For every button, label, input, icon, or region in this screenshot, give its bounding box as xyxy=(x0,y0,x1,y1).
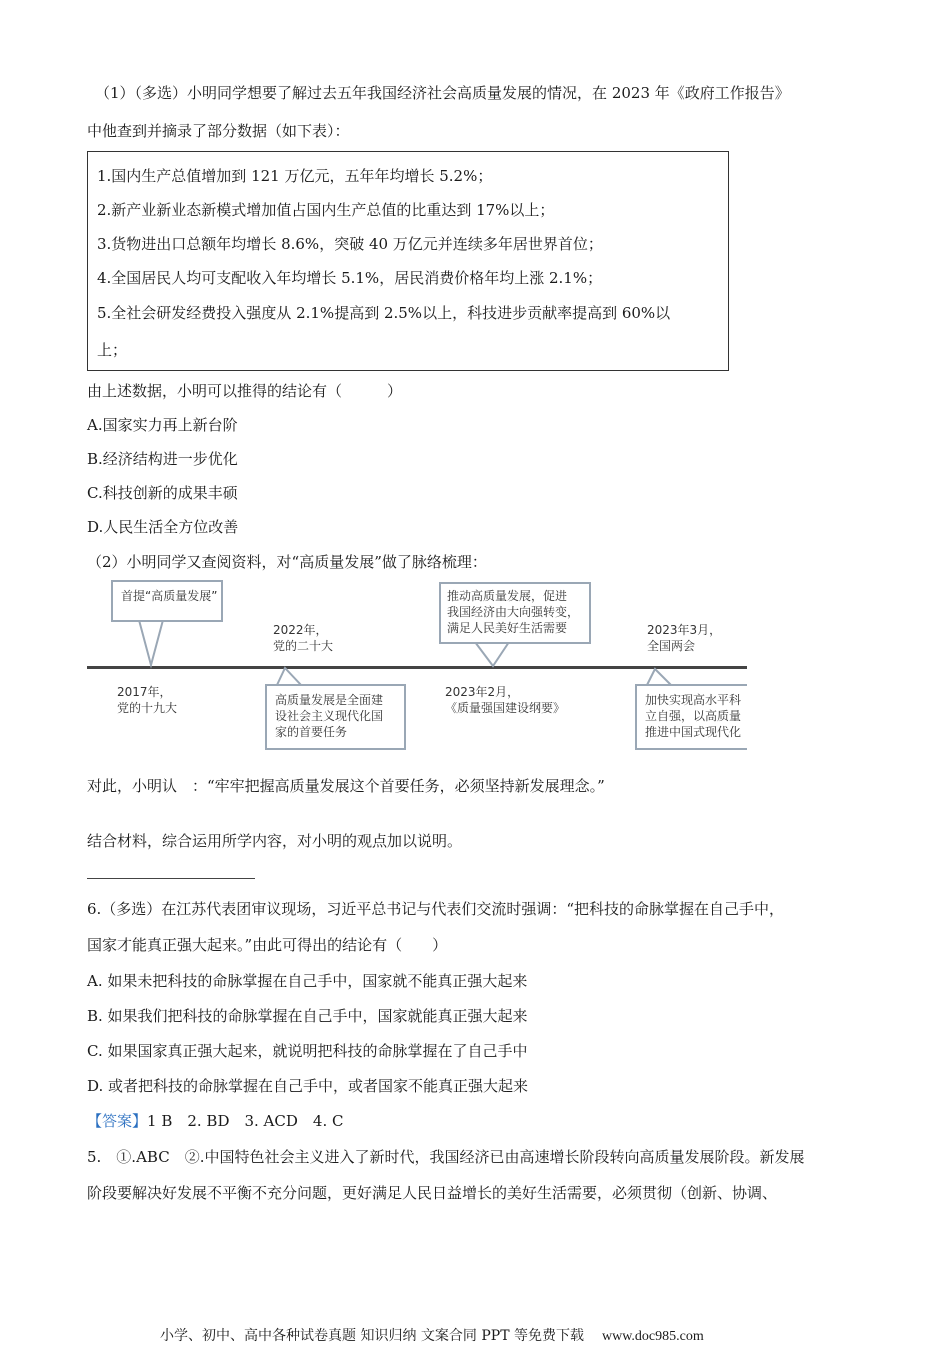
box-text: 立自强，以高质量 xyxy=(645,709,742,723)
data-item: 3.货物进出口总额年均增长 8.6%，突破 40 万亿元并连续多年居世界首位； xyxy=(97,235,603,253)
box-text: 设社会主义现代化国 xyxy=(275,709,384,723)
timeline-label-2017 xyxy=(117,684,177,716)
timeline-box-tech-self-reliance xyxy=(635,684,747,750)
answer-text: 1 B 2. BD 3. ACD 4. C xyxy=(147,1112,344,1130)
box-text: 首提“高质量发展” xyxy=(121,589,218,603)
label-text: 《质量强国建设纲要》 xyxy=(445,701,566,715)
timeline-box-promote xyxy=(439,582,591,644)
option-a: A.国家实力再上新台阶 xyxy=(87,416,238,434)
data-item: 5.全社会研发经费投入强度从 2.1%提高到 2.5%以上，科技进步贡献率提高到 60%以 xyxy=(97,304,671,322)
label-text: 2023年3月， xyxy=(647,623,722,637)
q5-part1-line1: （1）（多选）小明同学想要了解过去五年我国经济社会高质量发展的情况，在 2023 年《政府工作报告》 xyxy=(95,84,790,102)
timeline-box-primary-task xyxy=(265,684,406,750)
option-c: C.科技创新的成果丰硕 xyxy=(87,484,238,502)
timeline-label-2023-feb xyxy=(445,684,565,716)
timeline-label-2023-mar xyxy=(647,622,721,654)
q6-line2: 国家才能真正强大起来。”由此可得出的结论有（ ） xyxy=(87,936,448,954)
option-d: D.人民生活全方位改善 xyxy=(87,518,239,536)
box-text: 加快实现高水平科 xyxy=(645,693,742,707)
answer-row xyxy=(87,1110,343,1131)
label-text: 全国两会 xyxy=(647,639,696,653)
data-item: 4.全国居民人均可支配收入年均增长 5.1%，居民消费价格年均上涨 2.1%； xyxy=(97,269,603,287)
data-item: 2.新产业新业态新模式增加值占国内生产总值的比重达到 17%以上； xyxy=(97,201,555,219)
data-item: 上； xyxy=(97,341,128,359)
q6-line1: 6.（多选）在江苏代表团审议现场，习近平总书记与代表们交流时强调：“把科技的命脉掌握在自己手中， xyxy=(87,900,784,918)
timeline-box-first-mention xyxy=(111,580,223,622)
box-text: 满足人民美好生活需要 xyxy=(447,621,568,635)
label-text: 党的二十大 xyxy=(273,639,334,653)
box-text: 推动高质量发展，促进 xyxy=(447,589,568,603)
label-text: 2023年2月， xyxy=(445,685,520,699)
q5-part2-intro: （2）小明同学又查阅资料，对“高质量发展”做了脉络梳理： xyxy=(87,553,487,571)
data-table-box xyxy=(87,151,729,371)
q5-viewpoint: 对此，小明认 ：“牢牢把握高质量发展这个首要任务，必须坚持新发展理念。” xyxy=(87,777,605,795)
timeline-diagram xyxy=(87,578,747,750)
q6-option-c: C. 如果国家真正强大起来，就说明把科技的命脉掌握在了自己手中 xyxy=(87,1042,528,1060)
option-b: B.经济结构进一步优化 xyxy=(87,450,238,468)
answer-q5-line2: 阶段要解决好发展不平衡不充分问题，更好满足人民日益增长的美好生活需要，必须贯彻（创新、协调、 xyxy=(87,1184,778,1202)
label-text: 2022年， xyxy=(273,623,328,637)
answer-line xyxy=(87,878,255,879)
page-footer xyxy=(160,1325,704,1345)
q6-option-b: B. 如果我们把科技的命脉掌握在自己手中，国家就能真正强大起来 xyxy=(87,1007,528,1025)
footer-site-link[interactable]: www.doc985.com xyxy=(601,1329,704,1344)
q5-question: 由上述数据，小明可以推得的结论有（ ） xyxy=(87,382,403,400)
box-text: 推进中国式现代化 xyxy=(645,725,742,739)
timeline-label-2022 xyxy=(273,622,333,654)
label-text: 2017年， xyxy=(117,685,172,699)
footer-text: 小学、初中、高中各种试卷真题 知识归纳 文案合同 PPT 等免费下载 xyxy=(160,1328,584,1344)
q6-option-a: A. 如果未把科技的命脉掌握在自己手中，国家就不能真正强大起来 xyxy=(87,972,528,990)
q5-part1-line2: 中他查到并摘录了部分数据（如下表）： xyxy=(87,122,350,140)
data-item: 1.国内生产总值增加到 121 万亿元，五年年均增长 5.2%； xyxy=(97,167,493,185)
answer-tag: 【答案】 xyxy=(87,1112,148,1130)
box-text: 高质量发展是全面建 xyxy=(275,693,384,707)
label-text: 党的十九大 xyxy=(117,701,178,715)
box-text: 家的首要任务 xyxy=(275,725,348,739)
q6-option-d: D. 或者把科技的命脉掌握在自己手中，或者国家不能真正强大起来 xyxy=(87,1077,529,1095)
answer-q5-line1: 5. ①.ABC ②.中国特色社会主义进入了新时代，我国经济已由高速增长阶段转向高质量发展阶段。新发展 xyxy=(87,1148,805,1166)
q5-instruction: 结合材料，综合运用所学内容，对小明的观点加以说明。 xyxy=(87,832,463,850)
box-text: 我国经济由大向强转变， xyxy=(447,605,580,619)
